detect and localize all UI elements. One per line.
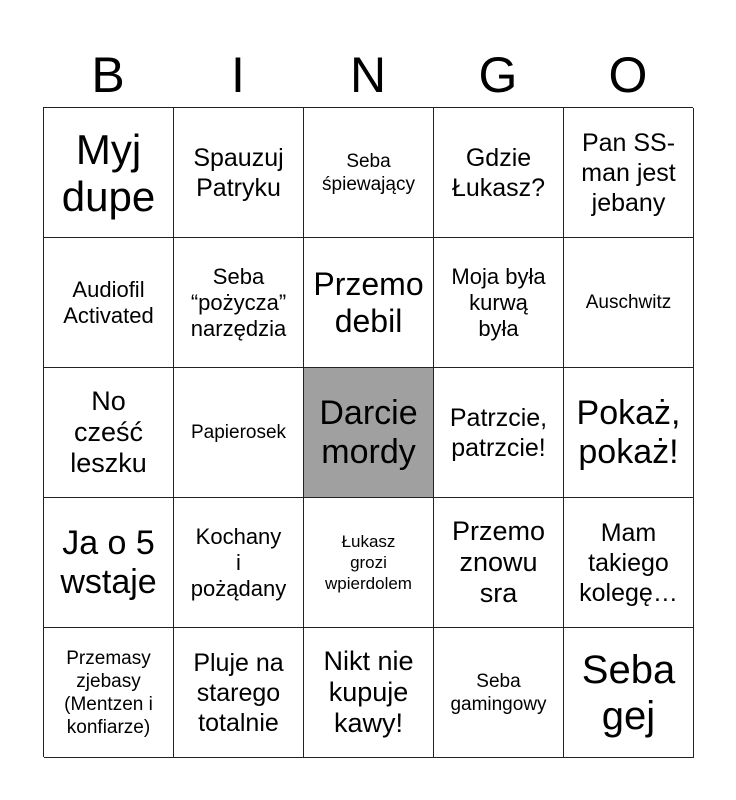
bingo-cell[interactable] [434,238,564,368]
cell-text: Seba śpiewający [322,150,415,195]
cell-text: Seba “pożycza” narzędzia [190,263,287,341]
bingo-cell[interactable] [174,628,304,758]
cell-text: Patrzcie, patrzcie! [449,403,548,462]
cell-text: Audiofil Activated [63,276,154,328]
bingo-cell[interactable] [564,238,694,368]
cell-text: Seba gamingowy [450,670,547,715]
cell-text: Seba gej [581,647,676,738]
bingo-cell[interactable] [434,368,564,498]
bingo-cell[interactable] [434,628,564,758]
bingo-cell[interactable] [44,498,174,628]
cell-text: Mam takiego kolegę… [579,518,678,607]
bingo-cell[interactable] [434,108,564,238]
bingo-header [43,44,693,106]
bingo-cell[interactable] [174,498,304,628]
bingo-cell[interactable] [304,108,434,238]
cell-text: Myj dupe [61,125,156,220]
cell-text: Darcie mordy [319,393,418,471]
cell-text: Spauzuj Patryku [193,143,284,202]
header-letter-g: G [478,47,518,103]
cell-text: Papierosek [190,422,287,443]
header-letter-b: B [91,47,125,103]
bingo-cell[interactable] [174,238,304,368]
bingo-cell[interactable] [174,368,304,498]
bingo-cell[interactable] [304,628,434,758]
cell-text: Kochany i pożądany [190,523,287,601]
bingo-cell[interactable] [304,498,434,628]
cell-text: Pokaż, pokaż! [576,393,681,471]
cell-text: Nikt nie kupuje kawy! [323,646,414,738]
bingo-cell[interactable] [564,368,694,498]
cell-text: Przemo debil [313,265,424,339]
cell-text: Pan SS- man jest jebany [581,128,676,217]
bingo-cell[interactable] [44,368,174,498]
bingo-board [43,107,693,757]
cell-text: No cześć leszku [70,386,147,478]
cell-text: Przemasy zjebasy (Mentzen i konfiarze) [64,647,153,738]
header-letter-o: O [608,47,648,103]
bingo-cell[interactable] [44,238,174,368]
bingo-cell[interactable] [304,238,434,368]
bingo-cell[interactable] [174,108,304,238]
cell-text: Pluje na starego totalnie [193,648,284,737]
bingo-cell[interactable] [564,628,694,758]
bingo-cell[interactable] [44,108,174,238]
cell-text: Przemo znowu sra [451,516,546,608]
header-letter-n: N [349,47,387,103]
header-letter-i: I [231,47,245,103]
cell-text: Łukasz grozi wpierdolem [325,532,412,593]
bingo-cell[interactable] [564,498,694,628]
bingo-cell[interactable] [564,108,694,238]
cell-text: Moja była kurwą była [451,263,546,341]
cell-text: Ja o 5 wstaje [60,523,157,601]
free-cell[interactable] [304,368,434,498]
bingo-cell[interactable] [44,628,174,758]
bingo-cell[interactable] [434,498,564,628]
cell-text: Gdzie Łukasz? [451,143,546,202]
cell-text: Auschwitz [585,292,672,313]
